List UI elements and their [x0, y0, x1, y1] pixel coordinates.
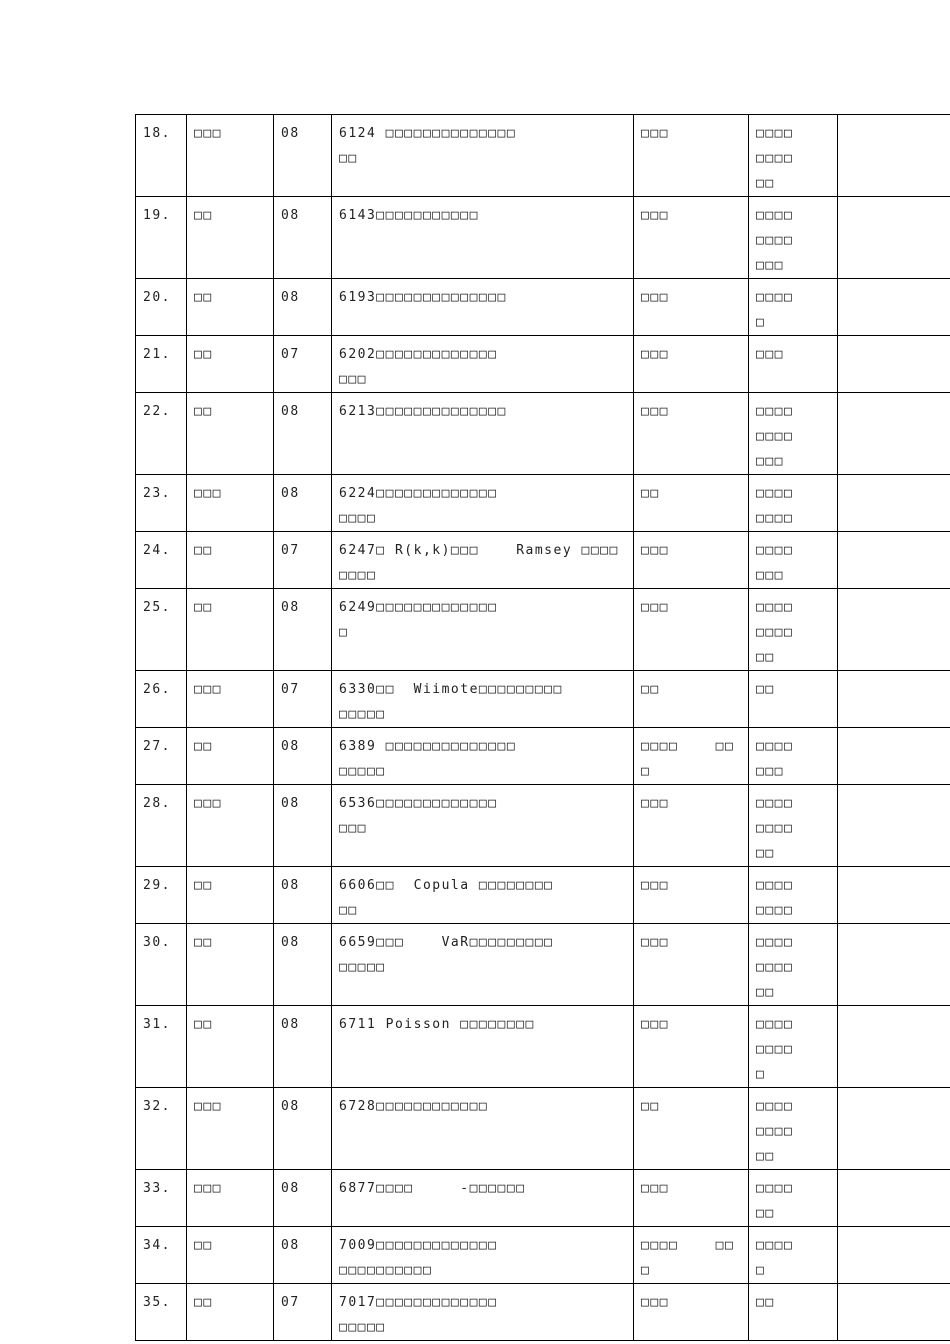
row-number-cell: 25.: [136, 589, 187, 671]
row-number-cell: 30.: [136, 924, 187, 1006]
advisor-cell: □□□: [634, 785, 749, 867]
advisor-cell: □□□: [634, 393, 749, 475]
project-title-cell: 6202□□□□□□□□□□□□□ □□□: [332, 336, 634, 393]
category-cell: □□: [749, 671, 838, 728]
row-number-cell: 22.: [136, 393, 187, 475]
extra-cell: [838, 671, 950, 728]
student-name-cell: □□: [187, 393, 274, 475]
row-number-cell: 24.: [136, 532, 187, 589]
grade-cell: 08: [274, 1088, 332, 1170]
extra-cell: [838, 1227, 950, 1284]
row-number-cell: 35.: [136, 1284, 187, 1341]
category-cell: □□□□ □□□□: [749, 475, 838, 532]
project-title-cell: 6249□□□□□□□□□□□□□ □: [332, 589, 634, 671]
table-row: [136, 336, 950, 393]
extra-cell: [838, 393, 950, 475]
student-name-cell: □□: [187, 279, 274, 336]
student-name-cell: □□□: [187, 1170, 274, 1227]
student-name-cell: □□: [187, 1284, 274, 1341]
student-name-cell: □□: [187, 924, 274, 1006]
advisor-cell: □□□: [634, 1284, 749, 1341]
category-cell: □□□□ □□□□ □□: [749, 924, 838, 1006]
table-row: [136, 671, 950, 728]
row-number-cell: 19.: [136, 197, 187, 279]
category-cell: □□□□ □: [749, 1227, 838, 1284]
student-name-cell: □□: [187, 532, 274, 589]
category-cell: □□□□ □□□□ □□: [749, 115, 838, 197]
category-cell: □□□□ □□□□ □□□: [749, 393, 838, 475]
table-row: [136, 279, 950, 336]
extra-cell: [838, 115, 950, 197]
category-cell: □□□□ □□□: [749, 728, 838, 785]
extra-cell: [838, 1284, 950, 1341]
row-number-cell: 34.: [136, 1227, 187, 1284]
advisor-cell: □□□: [634, 197, 749, 279]
advisor-cell: □□□: [634, 532, 749, 589]
advisor-cell: □□□: [634, 924, 749, 1006]
table-row: [136, 1227, 950, 1284]
grade-cell: 08: [274, 867, 332, 924]
student-name-cell: □□: [187, 867, 274, 924]
project-title-cell: 6224□□□□□□□□□□□□□ □□□□: [332, 475, 634, 532]
project-title-cell: 7009□□□□□□□□□□□□□ □□□□□□□□□□: [332, 1227, 634, 1284]
advisor-cell: □□□: [634, 1170, 749, 1227]
student-name-cell: □□: [187, 1006, 274, 1088]
row-number-cell: 21.: [136, 336, 187, 393]
project-title-cell: 6143□□□□□□□□□□□: [332, 197, 634, 279]
advisor-cell: □□□□ □□ □: [634, 728, 749, 785]
student-name-cell: □□□: [187, 785, 274, 867]
grade-cell: 07: [274, 1284, 332, 1341]
project-table: [135, 114, 950, 1341]
table-row: [136, 589, 950, 671]
table-row: [136, 1088, 950, 1170]
table-row: [136, 532, 950, 589]
project-title-cell: 6711 Poisson □□□□□□□□: [332, 1006, 634, 1088]
advisor-cell: □□□: [634, 1006, 749, 1088]
student-name-cell: □□□: [187, 671, 274, 728]
grade-cell: 08: [274, 115, 332, 197]
advisor-cell: □□□: [634, 867, 749, 924]
advisor-cell: □□□: [634, 279, 749, 336]
grade-cell: 08: [274, 393, 332, 475]
project-title-cell: 6124 □□□□□□□□□□□□□□ □□: [332, 115, 634, 197]
grade-cell: 07: [274, 532, 332, 589]
category-cell: □□□□ □□: [749, 1170, 838, 1227]
row-number-cell: 28.: [136, 785, 187, 867]
table-row: [136, 475, 950, 532]
grade-cell: 08: [274, 924, 332, 1006]
student-name-cell: □□□: [187, 475, 274, 532]
table-row: [136, 1006, 950, 1088]
extra-cell: [838, 867, 950, 924]
advisor-cell: □□□: [634, 589, 749, 671]
row-number-cell: 20.: [136, 279, 187, 336]
extra-cell: [838, 279, 950, 336]
project-title-cell: 6193□□□□□□□□□□□□□□: [332, 279, 634, 336]
category-cell: □□□□ □□□: [749, 532, 838, 589]
table-row: [136, 393, 950, 475]
student-name-cell: □□□: [187, 115, 274, 197]
project-title-cell: 6659□□□ VaR□□□□□□□□□ □□□□□: [332, 924, 634, 1006]
table-row: [136, 785, 950, 867]
row-number-cell: 23.: [136, 475, 187, 532]
row-number-cell: 32.: [136, 1088, 187, 1170]
extra-cell: [838, 475, 950, 532]
grade-cell: 08: [274, 279, 332, 336]
table-row: [136, 867, 950, 924]
category-cell: □□□□ □□□□ □: [749, 1006, 838, 1088]
category-cell: □□□□ □□□□: [749, 867, 838, 924]
advisor-cell: □□□: [634, 115, 749, 197]
advisor-cell: □□: [634, 671, 749, 728]
project-title-cell: 6213□□□□□□□□□□□□□□: [332, 393, 634, 475]
category-cell: □□□: [749, 336, 838, 393]
extra-cell: [838, 1088, 950, 1170]
grade-cell: 07: [274, 671, 332, 728]
row-number-cell: 29.: [136, 867, 187, 924]
student-name-cell: □□: [187, 336, 274, 393]
row-number-cell: 18.: [136, 115, 187, 197]
grade-cell: 07: [274, 336, 332, 393]
table-row: [136, 115, 950, 197]
table-body: [136, 115, 950, 1341]
table-row: [136, 1284, 950, 1341]
grade-cell: 08: [274, 1227, 332, 1284]
row-number-cell: 26.: [136, 671, 187, 728]
grade-cell: 08: [274, 1006, 332, 1088]
student-name-cell: □□: [187, 589, 274, 671]
project-title-cell: 6389 □□□□□□□□□□□□□□ □□□□□: [332, 728, 634, 785]
extra-cell: [838, 532, 950, 589]
row-number-cell: 27.: [136, 728, 187, 785]
category-cell: □□□□ □□□□ □□□: [749, 197, 838, 279]
grade-cell: 08: [274, 475, 332, 532]
extra-cell: [838, 924, 950, 1006]
row-number-cell: 33.: [136, 1170, 187, 1227]
grade-cell: 08: [274, 785, 332, 867]
extra-cell: [838, 785, 950, 867]
project-title-cell: 6330□□ Wiimote□□□□□□□□□ □□□□□: [332, 671, 634, 728]
advisor-cell: □□: [634, 475, 749, 532]
student-name-cell: □□: [187, 1227, 274, 1284]
student-name-cell: □□: [187, 197, 274, 279]
project-title-cell: 6247□ R(k,k)□□□ Ramsey □□□□ □□□□: [332, 532, 634, 589]
extra-cell: [838, 589, 950, 671]
category-cell: □□□□ □□□□ □□: [749, 589, 838, 671]
student-name-cell: □□: [187, 728, 274, 785]
table-row: [136, 728, 950, 785]
project-title-cell: 6877□□□□ -□□□□□□: [332, 1170, 634, 1227]
extra-cell: [838, 1006, 950, 1088]
grade-cell: 08: [274, 197, 332, 279]
extra-cell: [838, 336, 950, 393]
advisor-cell: □□□: [634, 336, 749, 393]
project-title-cell: 6536□□□□□□□□□□□□□ □□□: [332, 785, 634, 867]
table-row: [136, 1170, 950, 1227]
project-title-cell: 7017□□□□□□□□□□□□□ □□□□□: [332, 1284, 634, 1341]
project-title-cell: 6728□□□□□□□□□□□□: [332, 1088, 634, 1170]
category-cell: □□□□ □□□□ □□: [749, 1088, 838, 1170]
project-title-cell: 6606□□ Copula □□□□□□□□ □□: [332, 867, 634, 924]
grade-cell: 08: [274, 728, 332, 785]
extra-cell: [838, 728, 950, 785]
student-name-cell: □□□: [187, 1088, 274, 1170]
advisor-cell: □□□□ □□ □: [634, 1227, 749, 1284]
grade-cell: 08: [274, 589, 332, 671]
category-cell: □□: [749, 1284, 838, 1341]
extra-cell: [838, 197, 950, 279]
grade-cell: 08: [274, 1170, 332, 1227]
table-row: [136, 197, 950, 279]
advisor-cell: □□: [634, 1088, 749, 1170]
row-number-cell: 31.: [136, 1006, 187, 1088]
extra-cell: [838, 1170, 950, 1227]
category-cell: □□□□ □: [749, 279, 838, 336]
table-row: [136, 924, 950, 1006]
category-cell: □□□□ □□□□ □□: [749, 785, 838, 867]
